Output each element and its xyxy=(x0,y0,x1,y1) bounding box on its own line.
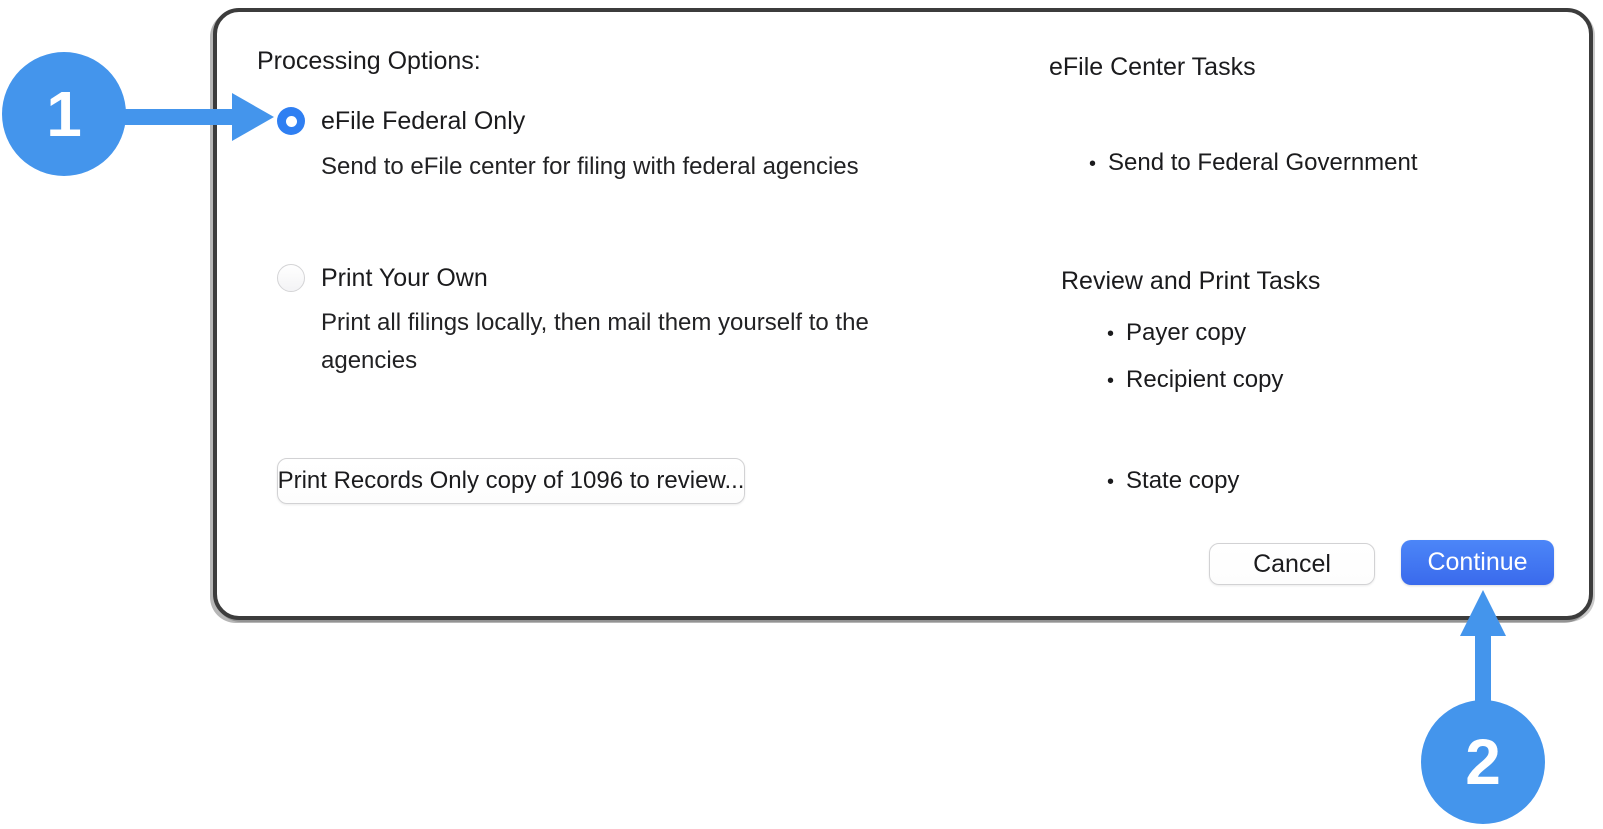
print-your-own-radio-icon[interactable] xyxy=(277,264,305,292)
print-records-button[interactable]: Print Records Only copy of 1096 to review... xyxy=(277,458,745,504)
efile-federal-only-radio-icon[interactable] xyxy=(277,107,305,135)
annotation-step-1-badge xyxy=(2,52,126,176)
annotation-step-1-number: 1 xyxy=(46,78,82,150)
annotation-arrow-up-icon xyxy=(1457,590,1509,706)
efile-federal-only-description: Send to eFile center for filing with federal agencies xyxy=(321,153,859,180)
review-task-label: Recipient copy xyxy=(1126,366,1284,393)
print-your-own-label: Print Your Own xyxy=(321,264,488,292)
processing-options-heading: Processing Options: xyxy=(257,47,481,75)
processing-options-dialog xyxy=(213,8,1593,620)
option-efile-federal-only[interactable] xyxy=(277,106,525,136)
bullet-icon: • xyxy=(1107,323,1115,345)
efile-federal-only-label: eFile Federal Only xyxy=(321,107,526,135)
annotation-step-2-badge xyxy=(1421,700,1545,824)
bullet-icon: • xyxy=(1107,370,1115,392)
efile-task-label: Send to Federal Government xyxy=(1108,149,1418,176)
review-task-item-state xyxy=(1107,466,1239,497)
option-print-your-own[interactable] xyxy=(277,263,488,293)
continue-button[interactable]: Continue xyxy=(1401,540,1554,585)
bullet-icon: • xyxy=(1089,153,1097,175)
review-task-label: State copy xyxy=(1126,467,1240,494)
review-print-tasks-heading: Review and Print Tasks xyxy=(1061,267,1321,295)
review-task-item-recipient xyxy=(1107,365,1283,396)
review-task-label: Payer copy xyxy=(1126,319,1247,346)
efile-center-tasks-heading: eFile Center Tasks xyxy=(1049,53,1256,81)
cancel-button[interactable]: Cancel xyxy=(1209,543,1375,585)
print-your-own-description: Print all filings locally, then mail them yourself to the agencies xyxy=(321,309,869,374)
bullet-icon: • xyxy=(1107,471,1115,493)
annotation-step-2-number: 2 xyxy=(1465,726,1501,798)
review-task-item-payer xyxy=(1107,318,1246,349)
annotation-arrow-right-icon xyxy=(116,91,276,143)
efile-task-item xyxy=(1089,148,1418,179)
